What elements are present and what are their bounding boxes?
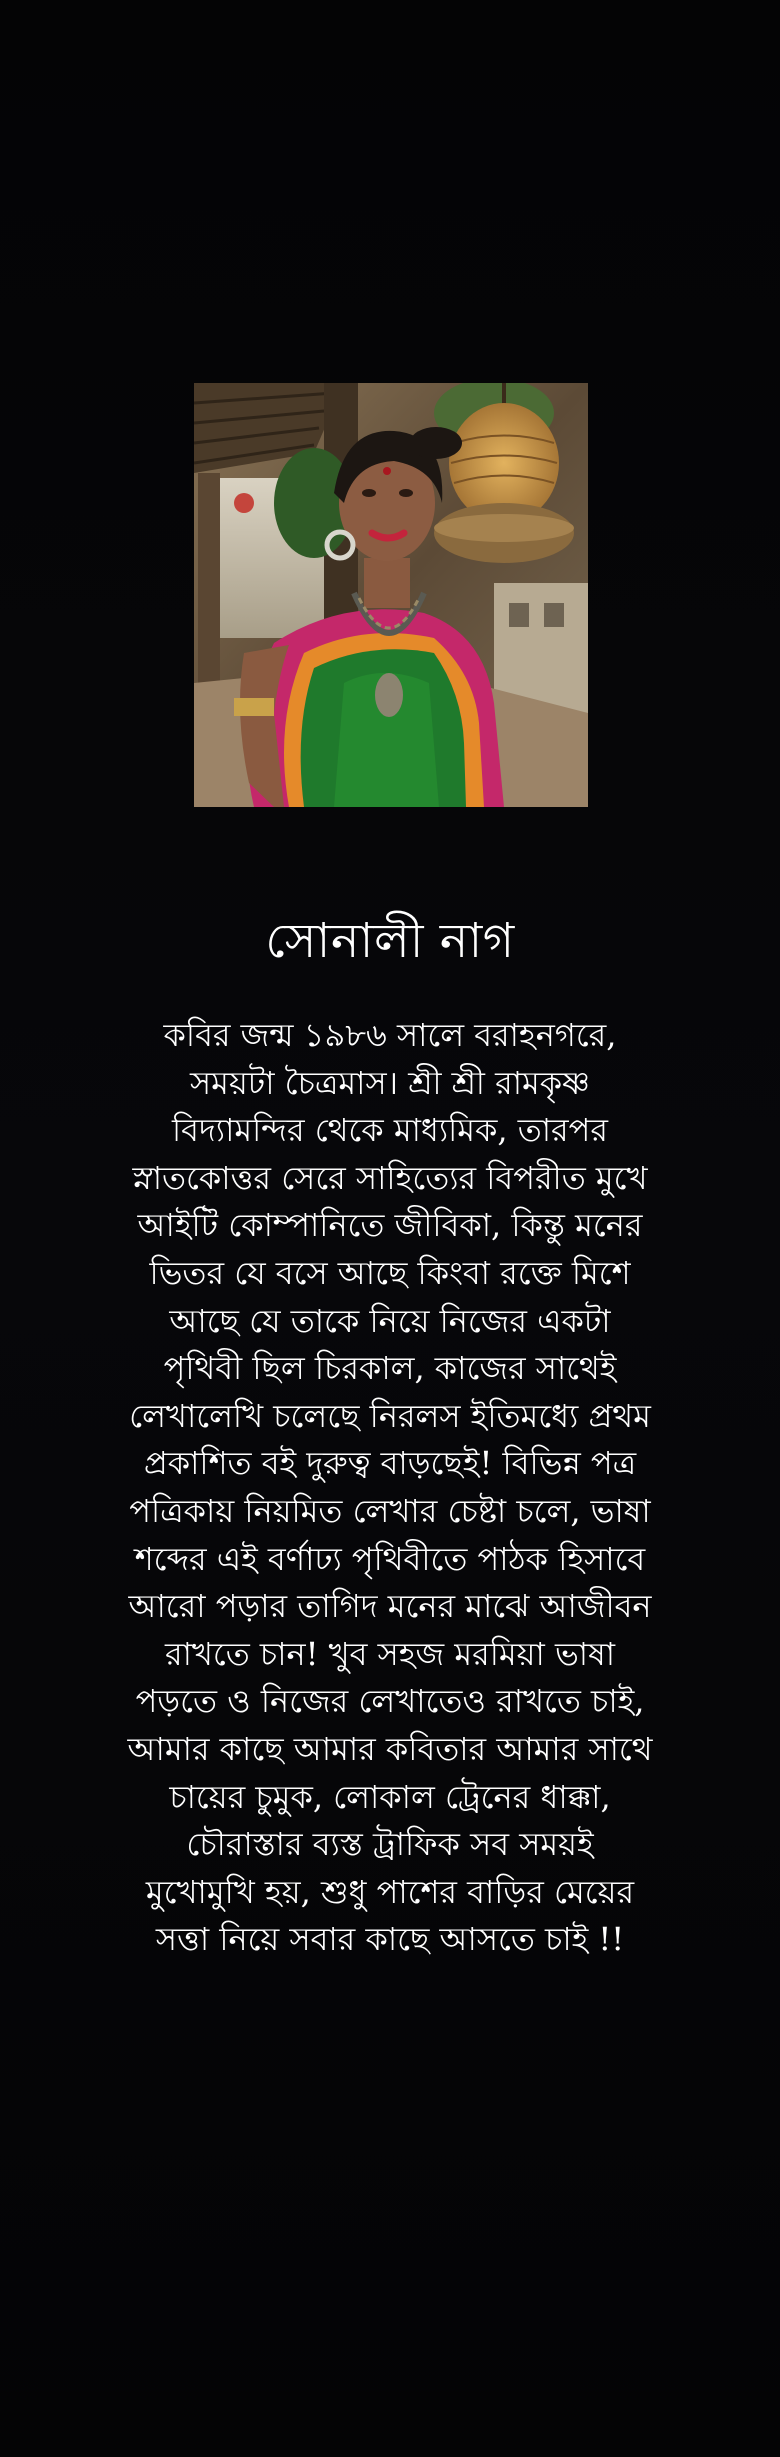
bio-line: পৃথিবী ছিল চিরকাল, কাজের সাথেই: [163, 1349, 617, 1388]
author-name: সোনালী নাগ: [265, 913, 515, 969]
bio-line: আইটি কোম্পানিতে জীবিকা, কিন্তু মনের: [137, 1206, 643, 1245]
bio-line: পত্রিকায় নিয়মিত লেখার চেষ্টা চলে, ভাষা: [129, 1491, 651, 1530]
bio-line: স্নাতকোত্তর সেরে সাহিত্যের বিপরীত মুখে: [132, 1158, 648, 1197]
bio-line: চায়ের চুমুক, লোকাল ট্রেনের ধাক্কা,: [169, 1777, 611, 1816]
bio-line: সত্তা নিয়ে সবার কাছে আসতে চাই !!: [155, 1920, 625, 1959]
bio-line: পড়তে ও নিজের লেখাতেও রাখতে চাই,: [135, 1682, 645, 1721]
bio-line: চৌরাস্তার ব্যস্ত ট্রাফিক সব সময়ই: [186, 1825, 594, 1864]
bio-line: ভিতর যে বসে আছে কিংবা রক্তে মিশে: [149, 1253, 631, 1292]
bio-line: শব্দের এই বর্ণাঢ্য পৃথিবীতে পাঠক হিসাবে: [134, 1539, 646, 1578]
bio-line: সময়টা চৈত্রমাস। শ্রী শ্রী রামকৃষ্ণ: [190, 1063, 590, 1102]
bio-line: রাখতে চান! খুব সহজ মরমিয়া ভাষা: [164, 1634, 615, 1673]
bio-line: কবির জন্ম ১৯৮৬ সালে বরাহনগরে,: [163, 1016, 617, 1054]
bio-line: আছে যে তাকে নিয়ে নিজের একটা: [169, 1301, 611, 1340]
bio-line: আমার কাছে আমার কবিতার আমার সাথে: [127, 1729, 653, 1768]
bio-line: লেখালেখি চলেছে নিরলস ইতিমধ্যে প্রথম: [129, 1396, 651, 1435]
bio-line: মুখোমুখি হয়, শুধু পাশের বাড়ির মেয়ের: [145, 1872, 635, 1911]
author-bio: [60, 1012, 720, 1964]
bio-line: প্রকাশিত বই দুরুত্ব বাড়ছেই! বিভিন্ন পত্র: [143, 1444, 637, 1483]
author-portrait-photo: [194, 383, 588, 807]
bio-line: আরো পড়ার তাগিদ মনের মাঝে আজীবন: [128, 1587, 652, 1626]
bio-line: বিদ্যামন্দির থেকে মাধ্যমিক, তারপর: [172, 1111, 608, 1150]
